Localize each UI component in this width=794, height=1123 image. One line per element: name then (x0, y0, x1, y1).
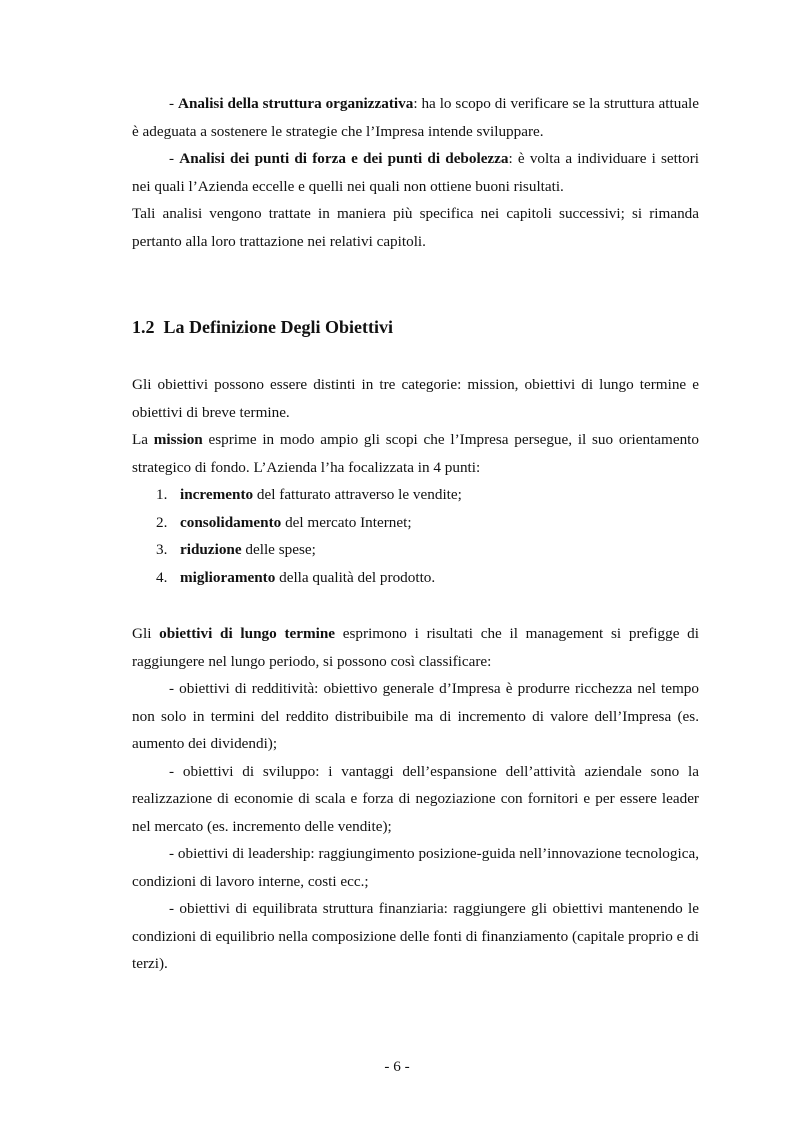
list-item: 2. consolidamento del mercato Internet; (156, 513, 412, 531)
section-heading (132, 313, 699, 341)
term-forza-debolezza: Analisi dei punti di forza e dei punti di debolezza (179, 150, 509, 167)
paragraph-mission: La mission esprime in modo ampio gli scopi che l’Impresa persegue, il suo orientamento strategico di fondo. L’Azienda l’ha focalizzata in 4 punti: (132, 431, 699, 476)
item-redditivita: - obiettivi di redditività: obiettivo generale d’Impresa è produrre ricchezza nel tempo non solo in termini del reddito distribuibile ma di incremento di valore dell’Impresa (es. aumento dei dividendi); (132, 680, 699, 752)
term-struttura-organizzativa: Analisi della struttura organizzativa (177, 95, 414, 112)
term-long-term: obiettivi di lungo termine (159, 625, 336, 642)
mission-block (132, 371, 699, 591)
paragraph-struttura-organizzativa: - Analisi della struttura organizzativa: ha lo scopo di verificare se la struttura attuale è adeguata a sostenere le strategie che l’Impresa intende sviluppare. (132, 95, 700, 140)
list-item: 1. incremento del fatturato attraverso le vendite; (156, 486, 462, 503)
item-sviluppo: - obiettivi di sviluppo: i vantaggi dell’espansione dell’attività aziendale sono la realizzazione di economie di scala e forza di negoziazione con fornitori e per essere leader nel mercato (es. incremento delle vendite); (132, 762, 699, 835)
mission-goals-list (132, 481, 699, 591)
item-struttura-finanziaria: - obiettivi di equilibrata struttura finanziaria: raggiungere gli obiettivi mantenendo le condizioni di equilibrio nella composizione delle fonti di finanziamento (capitale proprio e di terzi). (132, 900, 699, 972)
paragraph-intro: Gli obiettivi possono essere distinti in tre categorie: mission, obiettivi di lungo termine e obiettivi di breve termine. (132, 376, 699, 421)
paragraph-forza-debolezza: - Analisi dei punti di forza e dei punti di debolezza: è volta a individuare i settori nei quali l’Azienda eccelle e quelli nei quali non ottiene buoni risultati. (132, 150, 699, 195)
list-item: 3. riduzione delle spese; (156, 541, 316, 558)
section-title: La Definizione Degli Obiettivi (163, 317, 393, 337)
paragraph-long-term: Gli obiettivi di lungo termine esprimono i risultati che il management si prefigge di raggiungere nel lungo periodo, si possono così classificare: (132, 625, 699, 670)
page-number: - 6 - (384, 1058, 410, 1075)
top-text-block (132, 90, 699, 255)
item-leadership: - obiettivi di leadership: raggiungimento posizione-guida nell’innovazione tecnologica, condizioni di lavoro interne, costi ecc.; (132, 845, 699, 890)
list-item: 4. miglioramento della qualità del prodotto. (156, 568, 436, 586)
section-number: 1.2 (132, 317, 155, 337)
paragraph-rimando: Tali analisi vengono trattate in maniera più specifica nei capitoli successivi; si rimanda pertanto alla loro trattazione nei relativi capitoli. (132, 205, 699, 250)
term-mission: mission (153, 431, 203, 448)
long-term-block (132, 620, 699, 978)
